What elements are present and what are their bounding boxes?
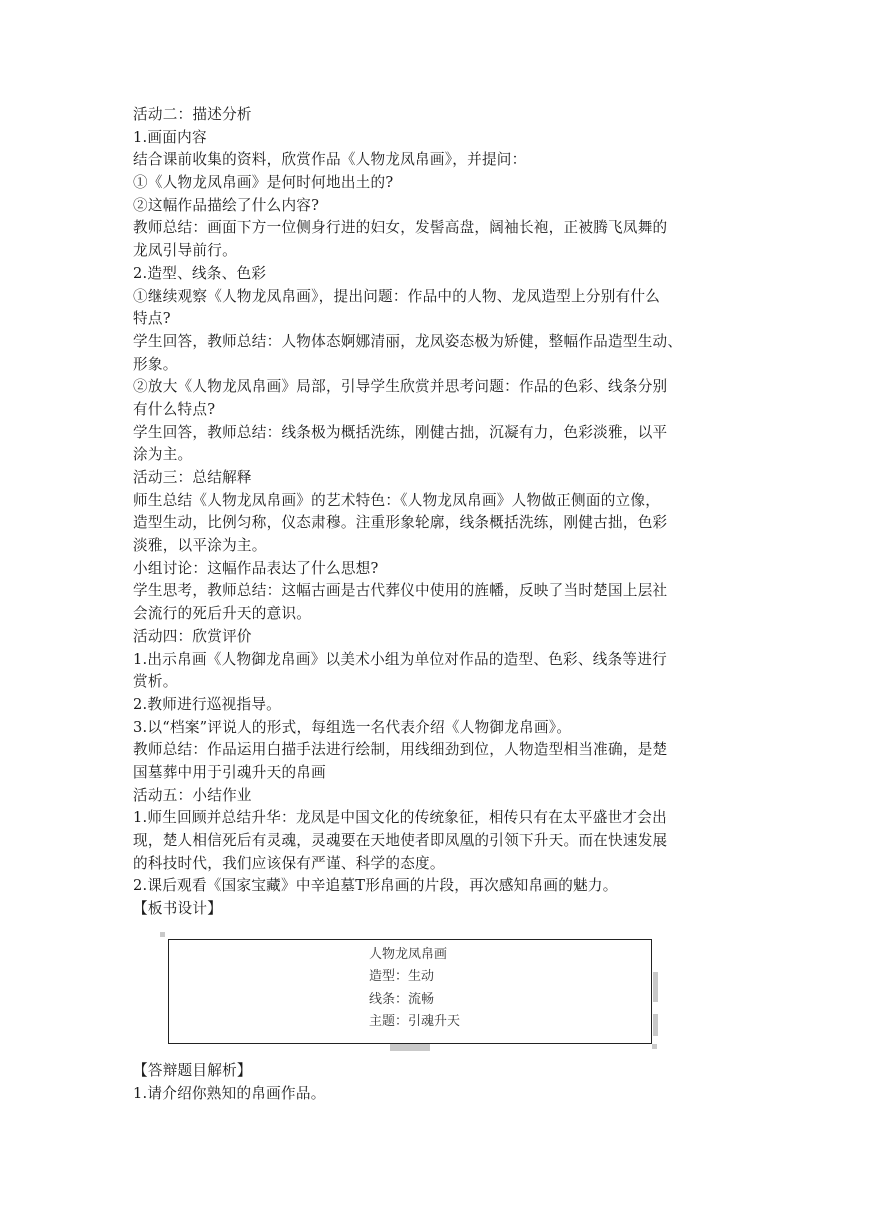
paragraph-line: 形象。 xyxy=(133,355,178,373)
paragraph-line: 师生总结《人物龙凤帛画》的艺术特色：《人物龙凤帛画》人物做正侧面的立像， xyxy=(133,491,661,509)
paragraph-line: ①继续观察《人物龙凤帛画》，提出问题：作品中的人物、龙凤造型上分别有什么 xyxy=(133,287,661,305)
paragraph-line: 2.教师进行巡视指导。 xyxy=(133,695,282,713)
paragraph-line: 1.师生回顾并总结升华：龙凤是中国文化的传统象征，相传只有在太平盛世才会出 xyxy=(133,809,667,827)
paragraph-line: 2.课后观看《国家宝藏》中辛追墓T形帛画的片段，再次感知帛画的魅力。 xyxy=(133,877,618,895)
paragraph-line: 淡雅，以平涂为主。 xyxy=(133,537,267,555)
paragraph-line: 现，楚人相信死后有灵魂，灵魂要在天地使者即凤凰的引领下升天。而在快速发展 xyxy=(133,832,668,849)
scan-mark xyxy=(653,1014,658,1036)
question-line: 1.请介绍你熟知的帛画作品。 xyxy=(133,1084,326,1102)
paragraph-line: 国墓葬中用于引魂升天的帛画 xyxy=(133,763,326,781)
scan-mark xyxy=(653,972,658,1002)
heading-activity-2: 活动二：描述分析 xyxy=(133,106,252,123)
board-design-figure xyxy=(158,932,664,1056)
paragraph-line: 的科技时代，我们应该保有严谨、科学的态度。 xyxy=(133,854,445,872)
subheading-picture-content: 1.画面内容 xyxy=(133,128,207,146)
question-line: ②这幅作品描绘了什么内容? xyxy=(133,196,320,214)
paragraph-line: 学生回答，教师总结：人物体态婀娜清丽，龙凤姿态极为矫健，整幅作品造型生动、 xyxy=(133,332,683,350)
heading-defense-analysis: 【答辩题目解析】 xyxy=(133,1062,252,1079)
scan-mark xyxy=(390,1044,430,1051)
paragraph-line: 有什么特点? xyxy=(133,400,216,418)
paragraph-line: 结合课前收集的资料，欣赏作品《人物龙凤帛画》，并提问： xyxy=(133,151,527,169)
paragraph-line: 学生回答，教师总结：线条极为概括洗练，刚健古拙，沉凝有力，色彩淡雅，以平 xyxy=(133,423,668,441)
paragraph-line: 小组讨论：这幅作品表达了什么思想? xyxy=(133,559,379,577)
paragraph-line: 龙凤引导前行。 xyxy=(133,242,237,260)
subheading-shape-line-color: 2.造型、线条、色彩 xyxy=(133,264,267,282)
board-row-line: 线条：流畅 xyxy=(369,991,435,1007)
heading-board-design: 【板书设计】 xyxy=(133,900,223,918)
heading-activity-4: 活动四：欣赏评价 xyxy=(133,627,252,645)
corner-mark xyxy=(652,1044,657,1049)
corner-mark xyxy=(160,932,165,937)
board-content xyxy=(369,944,460,1034)
board-title: 人物龙凤帛画 xyxy=(369,947,448,962)
defense-section xyxy=(133,1060,738,1105)
paragraph-line: 特点? xyxy=(133,310,171,328)
paragraph-line: 赏析。 xyxy=(133,673,178,691)
paragraph-line: ②放大《人物龙凤帛画》局部，引导学生欣赏并思考问题：作品的色彩、线条分别 xyxy=(133,378,668,396)
paragraph-line: 教师总结：作品运用白描手法进行绘制，用线细劲到位，人物造型相当准确，是楚 xyxy=(133,741,668,759)
paragraph-line: 教师总结：画面下方一位侧身行进的妇女，发髻高盘，阔袖长袍，正被腾飞凤舞的 xyxy=(133,219,668,237)
board-row-shape: 造型：生动 xyxy=(369,969,435,985)
paragraph-line: 学生思考，教师总结：这幅古画是古代葬仪中使用的旌幡，反映了当时楚国上层社 xyxy=(133,582,668,600)
paragraph-line: 3.以“档案”评说人的形式，每组选一名代表介绍《人物御龙帛画》。 xyxy=(133,718,572,736)
paragraph-line: 会流行的死后升天的意识。 xyxy=(133,605,312,623)
heading-activity-3: 活动三：总结解释 xyxy=(133,469,252,486)
board-row-theme: 主题：引魂升天 xyxy=(369,1014,461,1030)
paragraph-line: 造型生动，比例匀称，仪态肃穆。注重形象轮廓，线条概括洗练，刚健古拙，色彩 xyxy=(133,514,668,532)
lesson-body xyxy=(133,104,738,921)
paragraph-line: 1.出示帛画《人物御龙帛画》以美术小组为单位对作品的造型、色彩、线条等进行 xyxy=(133,650,667,668)
board-frame xyxy=(168,939,652,1044)
paragraph-line: 涂为主。 xyxy=(133,446,193,464)
question-line: ①《人物龙凤帛画》是何时何地出土的? xyxy=(133,174,394,192)
heading-activity-5: 活动五：小结作业 xyxy=(133,786,252,804)
